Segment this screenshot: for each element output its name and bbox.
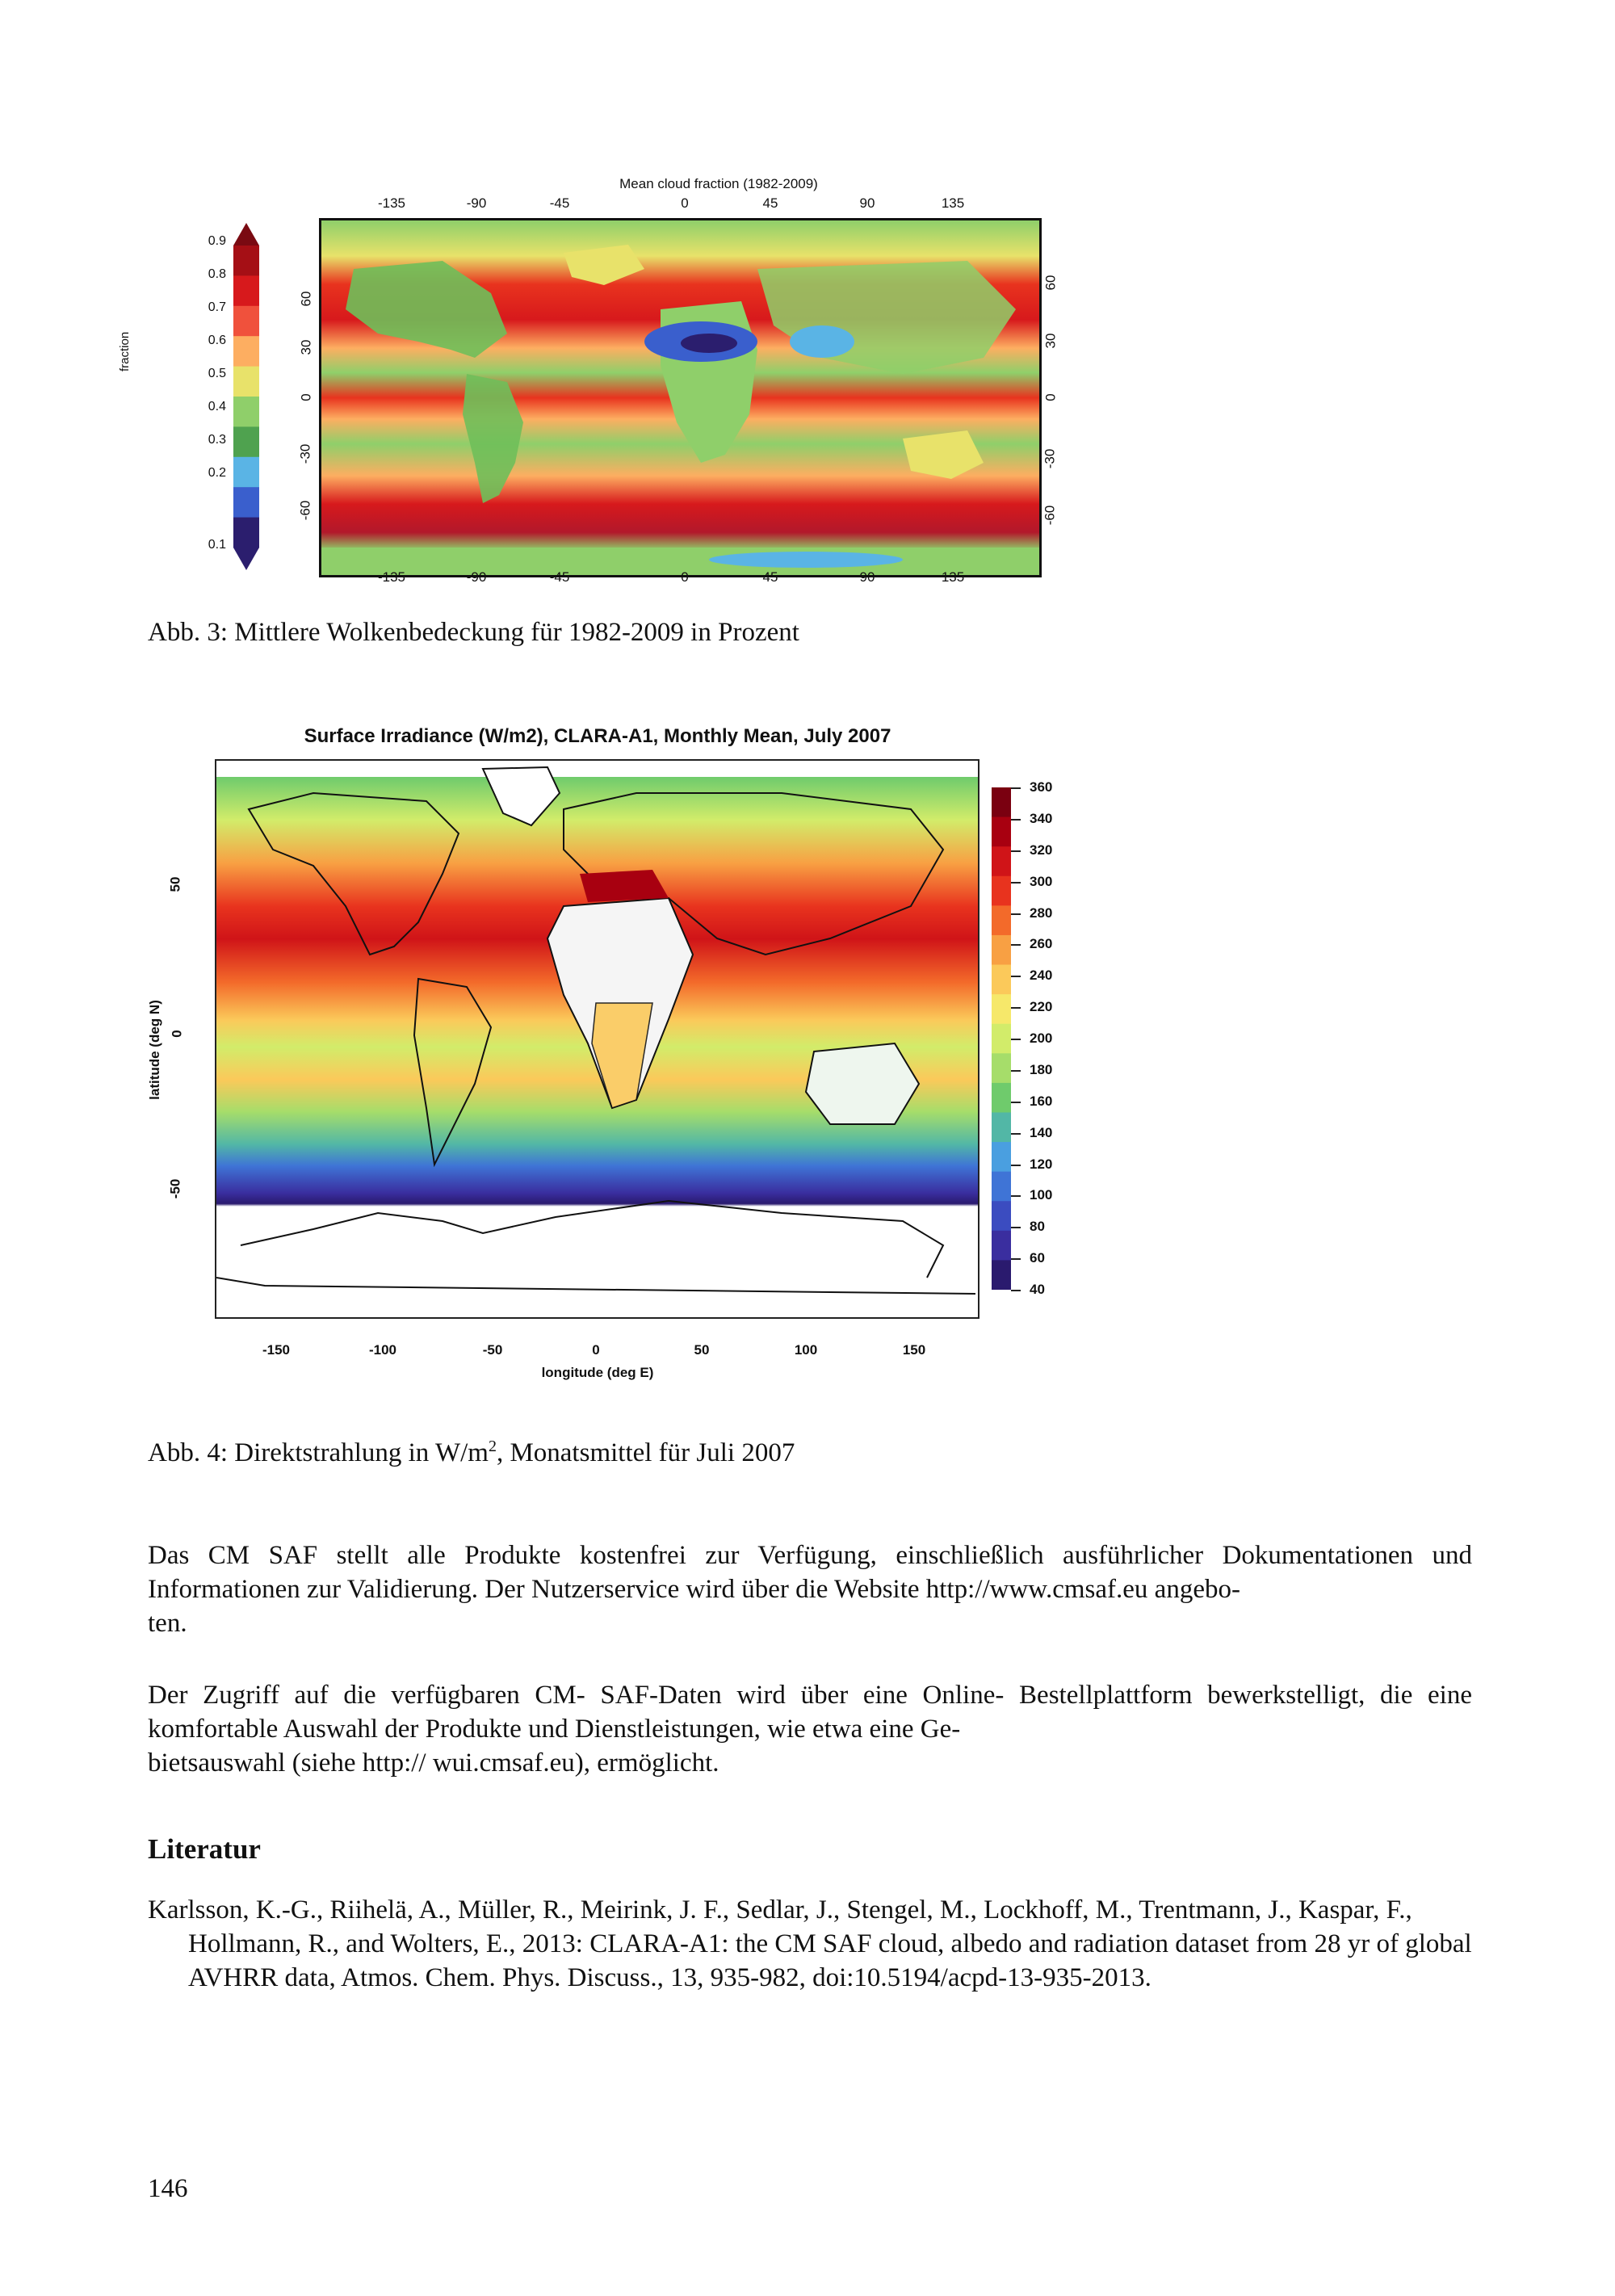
fig4-cb-tick: 340 [1030, 810, 1053, 826]
fig4-colorbar-segment [992, 935, 1011, 965]
fig3-colorbar-segment [233, 367, 259, 397]
fig4-x-tick: -100 [368, 1342, 397, 1358]
fig3-right-tick: 60 [1042, 275, 1059, 291]
fig4-x-tick: 50 [694, 1342, 710, 1358]
fig3-bottom-tick: -45 [549, 569, 570, 585]
fig3-colorbar-label: fraction [118, 331, 132, 371]
fig3-bottom-tick: 90 [859, 569, 875, 585]
fig4-cb-tick-mark [1011, 1070, 1021, 1072]
fig3-top-tick: -90 [466, 195, 487, 211]
fig3-colorbar-segment [233, 336, 259, 367]
fig3-right-tick: 0 [1042, 393, 1059, 401]
fig3-right-tick: -60 [1042, 505, 1058, 526]
fig4-colorbar-segment [992, 905, 1011, 935]
reference-text: Karlsson, K.-G., Riihelä, A., Müller, R., Meirink, J. F., Sedlar, J., Stengel, M., Lockhoff, M., Trentmann, J., Kaspar, F., Hollmann, R., and Wolters, E., 2013: CLARA-A1: the CM SAF cloud, albedo and radiation dataset from 28 yr of global AVHRR data, Atmos. Chem. Phys. Discuss., 13, 935-982, doi:10.5194/acpd-13-935-2013. [148, 1895, 1472, 1992]
fig4-cb-tick: 240 [1030, 968, 1053, 984]
cloud-fraction-map [319, 218, 1042, 577]
fig4-cb-tick: 320 [1030, 842, 1053, 858]
fig3-cb-tick: 0.8 [208, 267, 226, 281]
fig3-cb-tick: 0.4 [208, 400, 226, 413]
figure3-caption: Abb. 3: Mittlere Wolkenbedeckung für 1982-2009 in Prozent [148, 618, 799, 647]
fig3-bottom-tick: 45 [762, 569, 778, 585]
fig4-cb-tick: 140 [1030, 1124, 1053, 1140]
fig4-cb-tick: 160 [1030, 1093, 1053, 1109]
fig4-cb-tick-mark [1011, 1290, 1021, 1291]
fig4-colorbar-segment [992, 1172, 1011, 1202]
figure4-caption [148, 1438, 795, 1468]
fig3-cb-tick: 0.5 [208, 367, 226, 380]
fig4-cb-tick: 100 [1030, 1187, 1053, 1203]
fig3-top-tick: 90 [859, 195, 875, 211]
caption-sup: 2 [488, 1438, 497, 1455]
fig4-cb-tick-mark [1011, 1102, 1021, 1103]
paragraph-2 [148, 1678, 1472, 1780]
fig3-colorbar-segment [233, 457, 259, 488]
fig4-colorbar-segment [992, 876, 1011, 906]
fig3-top-tick: 135 [941, 195, 965, 211]
fig3-colorbar [230, 223, 262, 570]
fig4-colorbar-segment [992, 1142, 1011, 1172]
fig3-bottom-tick: -135 [377, 569, 406, 585]
fig3-left-tick: 0 [298, 393, 314, 401]
fig4-cb-tick-mark [1011, 976, 1021, 977]
fig4-cb-tick-mark [1011, 819, 1021, 821]
fig3-cb-tick: 0.1 [208, 538, 226, 552]
fig4-cb-tick: 220 [1030, 999, 1053, 1015]
fig4-cb-tick: 280 [1030, 905, 1053, 921]
fig4-cb-tick: 80 [1030, 1219, 1045, 1235]
fig3-left-tick: -30 [297, 443, 313, 464]
fig4-ylabel: latitude (deg N) [146, 1000, 162, 1100]
fig3-left-tick: 30 [298, 339, 314, 355]
fig4-cb-tick-mark [1011, 1007, 1021, 1009]
fig4-cb-tick: 60 [1030, 1250, 1045, 1266]
fig3-cb-tick: 0.3 [208, 433, 226, 447]
fig4-colorbar-segment [992, 965, 1011, 995]
fig3-colorbar-segment [233, 487, 259, 518]
fig4-x-tick: -150 [262, 1342, 291, 1358]
fig4-x-tick: 150 [902, 1342, 926, 1358]
fig4-colorbar-segment [992, 1231, 1011, 1261]
fig3-cb-tick: 0.9 [208, 234, 226, 248]
paragraph-1-text: Das CM SAF stellt alle Produkte kostenfrei zur Verfügung, einschließlich ausführlicher Dokumentationen und Informationen zur Validierung. Der Nutzerservice wird über die Website http://www.cmsaf.eu angebo- [148, 1541, 1472, 1604]
fig3-top-tick: -45 [549, 195, 570, 211]
fig4-cb-tick-mark [1011, 1195, 1021, 1197]
fig3-cb-tick: 0.2 [208, 466, 226, 480]
page-number: 146 [148, 2174, 188, 2203]
fig4-x-tick: 0 [592, 1342, 600, 1358]
paragraph-1-last-line: ten. [148, 1609, 187, 1638]
fig3-left-tick: 60 [298, 291, 314, 307]
fig4-cb-tick: 180 [1030, 1061, 1053, 1077]
fig4-cb-tick-mark [1011, 1039, 1021, 1040]
fig4-colorbar-segment [992, 846, 1011, 876]
surface-irradiance-map [215, 759, 979, 1319]
fig4-cb-tick-mark [1011, 1165, 1021, 1166]
fig4-cb-tick-mark [1011, 1227, 1021, 1228]
fig3-colorbar-segment [233, 518, 259, 548]
fig4-colorbar-segment [992, 1053, 1011, 1083]
fig4-cb-tick-mark [1011, 882, 1021, 884]
fig4-colorbar-segment [992, 1260, 1011, 1290]
fig3-bottom-tick: -90 [466, 569, 487, 585]
fig3-colorbar-segment [233, 426, 259, 457]
fig4-cb-tick-mark [1011, 787, 1021, 789]
fig3-bottom-tick: 135 [941, 569, 965, 585]
fig4-colorbar-segment [992, 817, 1011, 847]
caption-suffix: , Monatsmittel für Juli 2007 [496, 1438, 795, 1467]
fig4-y-tick: 0 [169, 1030, 185, 1038]
fig3-colorbar-segment [233, 275, 259, 306]
fig4-cb-tick: 120 [1030, 1156, 1053, 1172]
fig4-cb-tick: 200 [1030, 1030, 1053, 1046]
fig4-cb-tick: 360 [1030, 779, 1053, 795]
caption-prefix: Abb. 4: Direktstrahlung in W/m [148, 1438, 489, 1467]
fig3-cb-tick: 0.7 [208, 300, 226, 314]
fig4-x-tick: 100 [794, 1342, 818, 1358]
fig4-cb-tick: 300 [1030, 873, 1053, 889]
fig3-colorbar-segment [233, 306, 259, 337]
fig3-cb-tick: 0.6 [208, 334, 226, 347]
fig4-y-tick: -50 [167, 1178, 183, 1199]
fig4-colorbar [992, 787, 1011, 1290]
paragraph-1 [148, 1538, 1472, 1640]
paragraph-2-text: Der Zugriff auf die verfügbaren CM- SAF-Daten wird über eine Online- Bestellplattform bewerkstelligt, die eine komfortable Auswahl der Produkte und Dienstleistungen, wie etwa eine Ge- [148, 1681, 1472, 1744]
fig3-bottom-tick: 0 [681, 569, 689, 585]
reference-entry [148, 1893, 1472, 1995]
fig4-cb-tick: 260 [1030, 936, 1053, 952]
fig4-cb-tick: 40 [1030, 1282, 1045, 1297]
fig4-cb-tick-mark [1011, 944, 1021, 946]
fig4-cb-tick-mark [1011, 1133, 1021, 1135]
fig4-cb-tick-mark [1011, 1258, 1021, 1260]
fig3-top-tick: -135 [377, 195, 406, 211]
fig3-top-tick: 45 [762, 195, 778, 211]
fig4-cb-tick-mark [1011, 913, 1021, 915]
fig4-colorbar-segment [992, 1083, 1011, 1113]
fig4-colorbar-segment [992, 994, 1011, 1024]
fig4-y-tick: 50 [167, 876, 183, 892]
figure4-title: Surface Irradiance (W/m2), CLARA-A1, Monthly Mean, July 2007 [304, 725, 891, 747]
fig4-colorbar-segment [992, 787, 1011, 817]
fig3-top-tick: 0 [681, 195, 689, 211]
fig4-x-tick: -50 [482, 1342, 503, 1358]
fig4-colorbar-segment [992, 1112, 1011, 1142]
fig3-colorbar-segment [233, 397, 259, 427]
literature-heading: Literatur [148, 1833, 261, 1865]
fig3-colorbar-segment [233, 246, 259, 276]
paragraph-2-last-line: bietsauswahl (siehe http:// wui.cmsaf.eu), ermöglicht. [148, 1748, 719, 1778]
fig3-right-tick: -30 [1042, 448, 1058, 469]
fig4-colorbar-segment [992, 1201, 1011, 1231]
figure3-title: Mean cloud fraction (1982-2009) [619, 176, 818, 191]
fig4-xlabel: longitude (deg E) [541, 1365, 654, 1380]
fig4-cb-tick-mark [1011, 850, 1021, 852]
fig4-colorbar-segment [992, 1024, 1011, 1054]
fig3-left-tick: -60 [297, 500, 313, 521]
fig3-right-tick: 30 [1042, 333, 1059, 349]
